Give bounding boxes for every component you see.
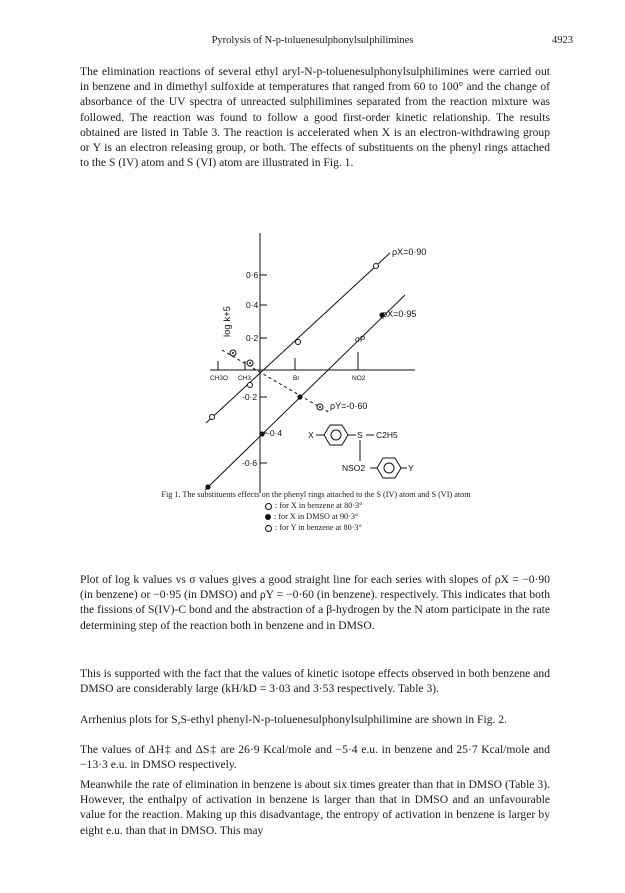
page-number: 4923 (552, 35, 573, 46)
benzene-ring-icon-2 (377, 458, 401, 478)
legend-item-benzene-x: : for X in benzene at 80·3° (265, 500, 465, 511)
y-axis-label: log k+5 (222, 306, 233, 337)
hammett-plot (150, 225, 480, 500)
xtick-label-ch3o: CH3O (210, 375, 229, 382)
line-rho-x-dmso (205, 295, 405, 490)
caption-title: Fig 1. The substituents effects on the phenyl rings attached to the S (IV) atom and S (VI) atom (161, 490, 471, 499)
ytick-label-3: 0·2 (246, 333, 259, 343)
chemical-structure (308, 430, 414, 473)
structure-ethyl: C2H5 (376, 430, 398, 440)
structure-s-label: S (357, 430, 363, 440)
paragraph-slopes: Plot of log k values vs σ values gives a good straight line for each series with slopes of ρX = −0·90 (in benzene) or −0·95 (in DMSO) and ρY = −0·60 (in benzene). respectively. This indicates that both the fissions of S(IV)-C bond and the abstraction of a β-hydrogen by the N atom participate in the rate determining step of the reaction both in benzene and in DMSO. (80, 573, 550, 632)
structure-x-sub: X (308, 430, 314, 440)
target-circle-icon (265, 525, 272, 532)
paragraph-isotope: This is supported with the fact that the values of kinetic isotope effects observed in both benzene and DMSO are considerably large (kH/kD = 3·03 and 3·53 respectively. Table 3). (80, 667, 550, 696)
running-title: Pyrolysis of N-p-toluenesulphonylsulphilimines (211, 35, 414, 46)
structure-nso2: NSO2 (342, 463, 366, 473)
ytick-label-6: -0·6 (242, 458, 258, 468)
figure-1 (150, 225, 480, 500)
filled-circle-icon (265, 514, 271, 520)
ytick-label-4: -0·2 (242, 392, 258, 402)
xtick-label-br: Br (293, 375, 300, 382)
ytick-label-2: 0·4 (246, 300, 259, 310)
label-rho-x-benzene: ρX=0·90 (392, 247, 427, 257)
xtick-label-ch3: CH3 (238, 375, 252, 382)
paragraph-intro: The elimination reactions of several ethyl aryl-N-p-toluenesulphonylsulphilimines were carried out in benzene and in dimethyl sulfoxide at temperatures that ranged from 60 to 100° and the change of absorbance of the UV spectra of unreacted sulphilimines separated from the reaction mixture was followed. The reaction was found to follow a good first-order kinetic relationship. The results obtained are listed in Table 3. The reaction is accelerated when X is an electron-withdrawing group or Y is an electron releasing group, or both. The effects of substituents on the phenyl rings attached to the S (IV) atom and S (VI) atom are illustrated in Fig. 1. (80, 65, 550, 170)
paragraph-activation: The values of ΔH‡ and ΔS‡ are 26·9 Kcal/mole and −5·4 e.u. in benzene and 25·7 Kcal/mole and −13·3 e.u. in DMSO respectively. (80, 743, 550, 772)
structure-y-sub: Y (408, 463, 414, 473)
ytick-label-1: 0·6 (246, 270, 259, 280)
figure-caption (86, 489, 546, 532)
legend-item-benzene-y: : for Y in benzene at 80·3° (265, 522, 465, 533)
ytick-label-5: -0·4 (267, 428, 283, 438)
open-circle-icon (265, 503, 272, 510)
caption-legend (265, 500, 465, 533)
label-rho-y-benzene: ρY=-0·60 (330, 401, 368, 411)
running-header (0, 35, 625, 51)
label-rho-x-dmso: ρX=0·95 (382, 309, 417, 319)
x-axis-label: σP (355, 335, 366, 344)
benzene-ring-icon (324, 425, 348, 445)
paragraph-arrhenius: Arrhenius plots for S,S-ethyl phenyl-N-p-toluenesulphonylsulphilimine are shown in Fig. 2. (80, 713, 507, 726)
xtick-label-no2: NO2 (352, 375, 366, 382)
paragraph-entropy: Meanwhile the rate of elimination in benzene is about six times greater than that in DMSO (Table 3). However, the enthalpy of activation in benzene is larger than that in DMSO and an unfavourable value for the reaction. Making up this disadvantage, the entropy of activation in benzene is larger by eight e.u. than that in DMSO. This may (80, 778, 550, 837)
legend-item-dmso-x: : for X in DMSO at 90·3° (265, 511, 465, 522)
